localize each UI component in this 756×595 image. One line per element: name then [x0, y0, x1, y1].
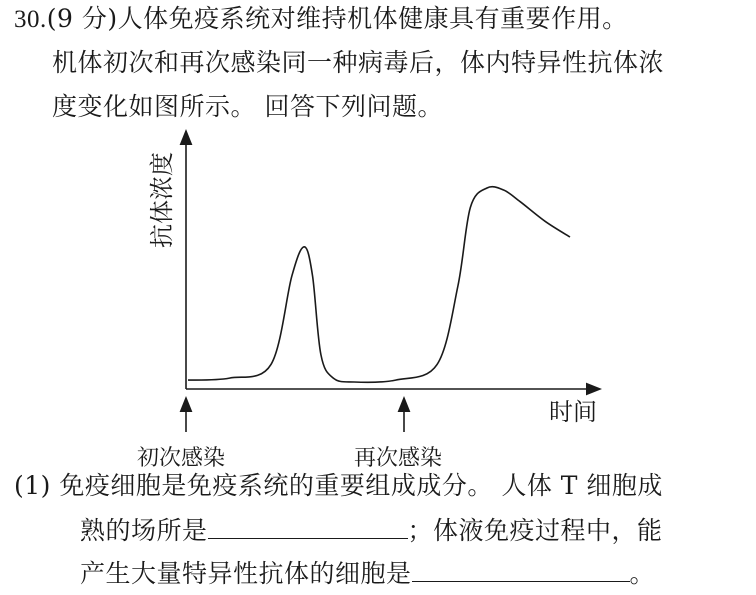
part1-line-2 [80, 514, 663, 547]
question-number: 30. [14, 6, 47, 33]
part1-text-c: ；体液免疫过程中，能 [407, 516, 663, 545]
stem-line-2: 机体初次和再次感染同一种病毒后，体内特异性抗体浓 [52, 48, 665, 77]
stem-line-3: 度变化如图所示。 回答下列问题。 [52, 92, 443, 121]
part1-line-1 [14, 470, 663, 502]
part1-label: (1) [14, 471, 51, 500]
answer-blank-1[interactable] [208, 514, 408, 539]
part1-line-3 [80, 557, 655, 590]
y-axis-label: 抗体浓度 [148, 152, 176, 248]
stem-line-1: 人体免疫系统对维持机体健康具有重要作用。 [117, 4, 628, 33]
part1-text-a: 免疫细胞是免疫系统的重要组成成分。 人体 T 细胞成 [59, 471, 663, 500]
part1-text-b: 熟的场所是 [80, 516, 208, 545]
part1-text-e: 。 [629, 559, 656, 588]
second-infection-label: 再次感染 [354, 446, 443, 471]
x-axis-label: 时间 [549, 398, 597, 426]
answer-blank-2[interactable] [412, 557, 630, 582]
part1-text-d: 产生大量特异性抗体的细胞是 [80, 559, 412, 588]
antibody-curve [188, 187, 570, 383]
first-infection-label: 初次感染 [137, 446, 226, 471]
question-score: (9 分) [46, 4, 118, 33]
